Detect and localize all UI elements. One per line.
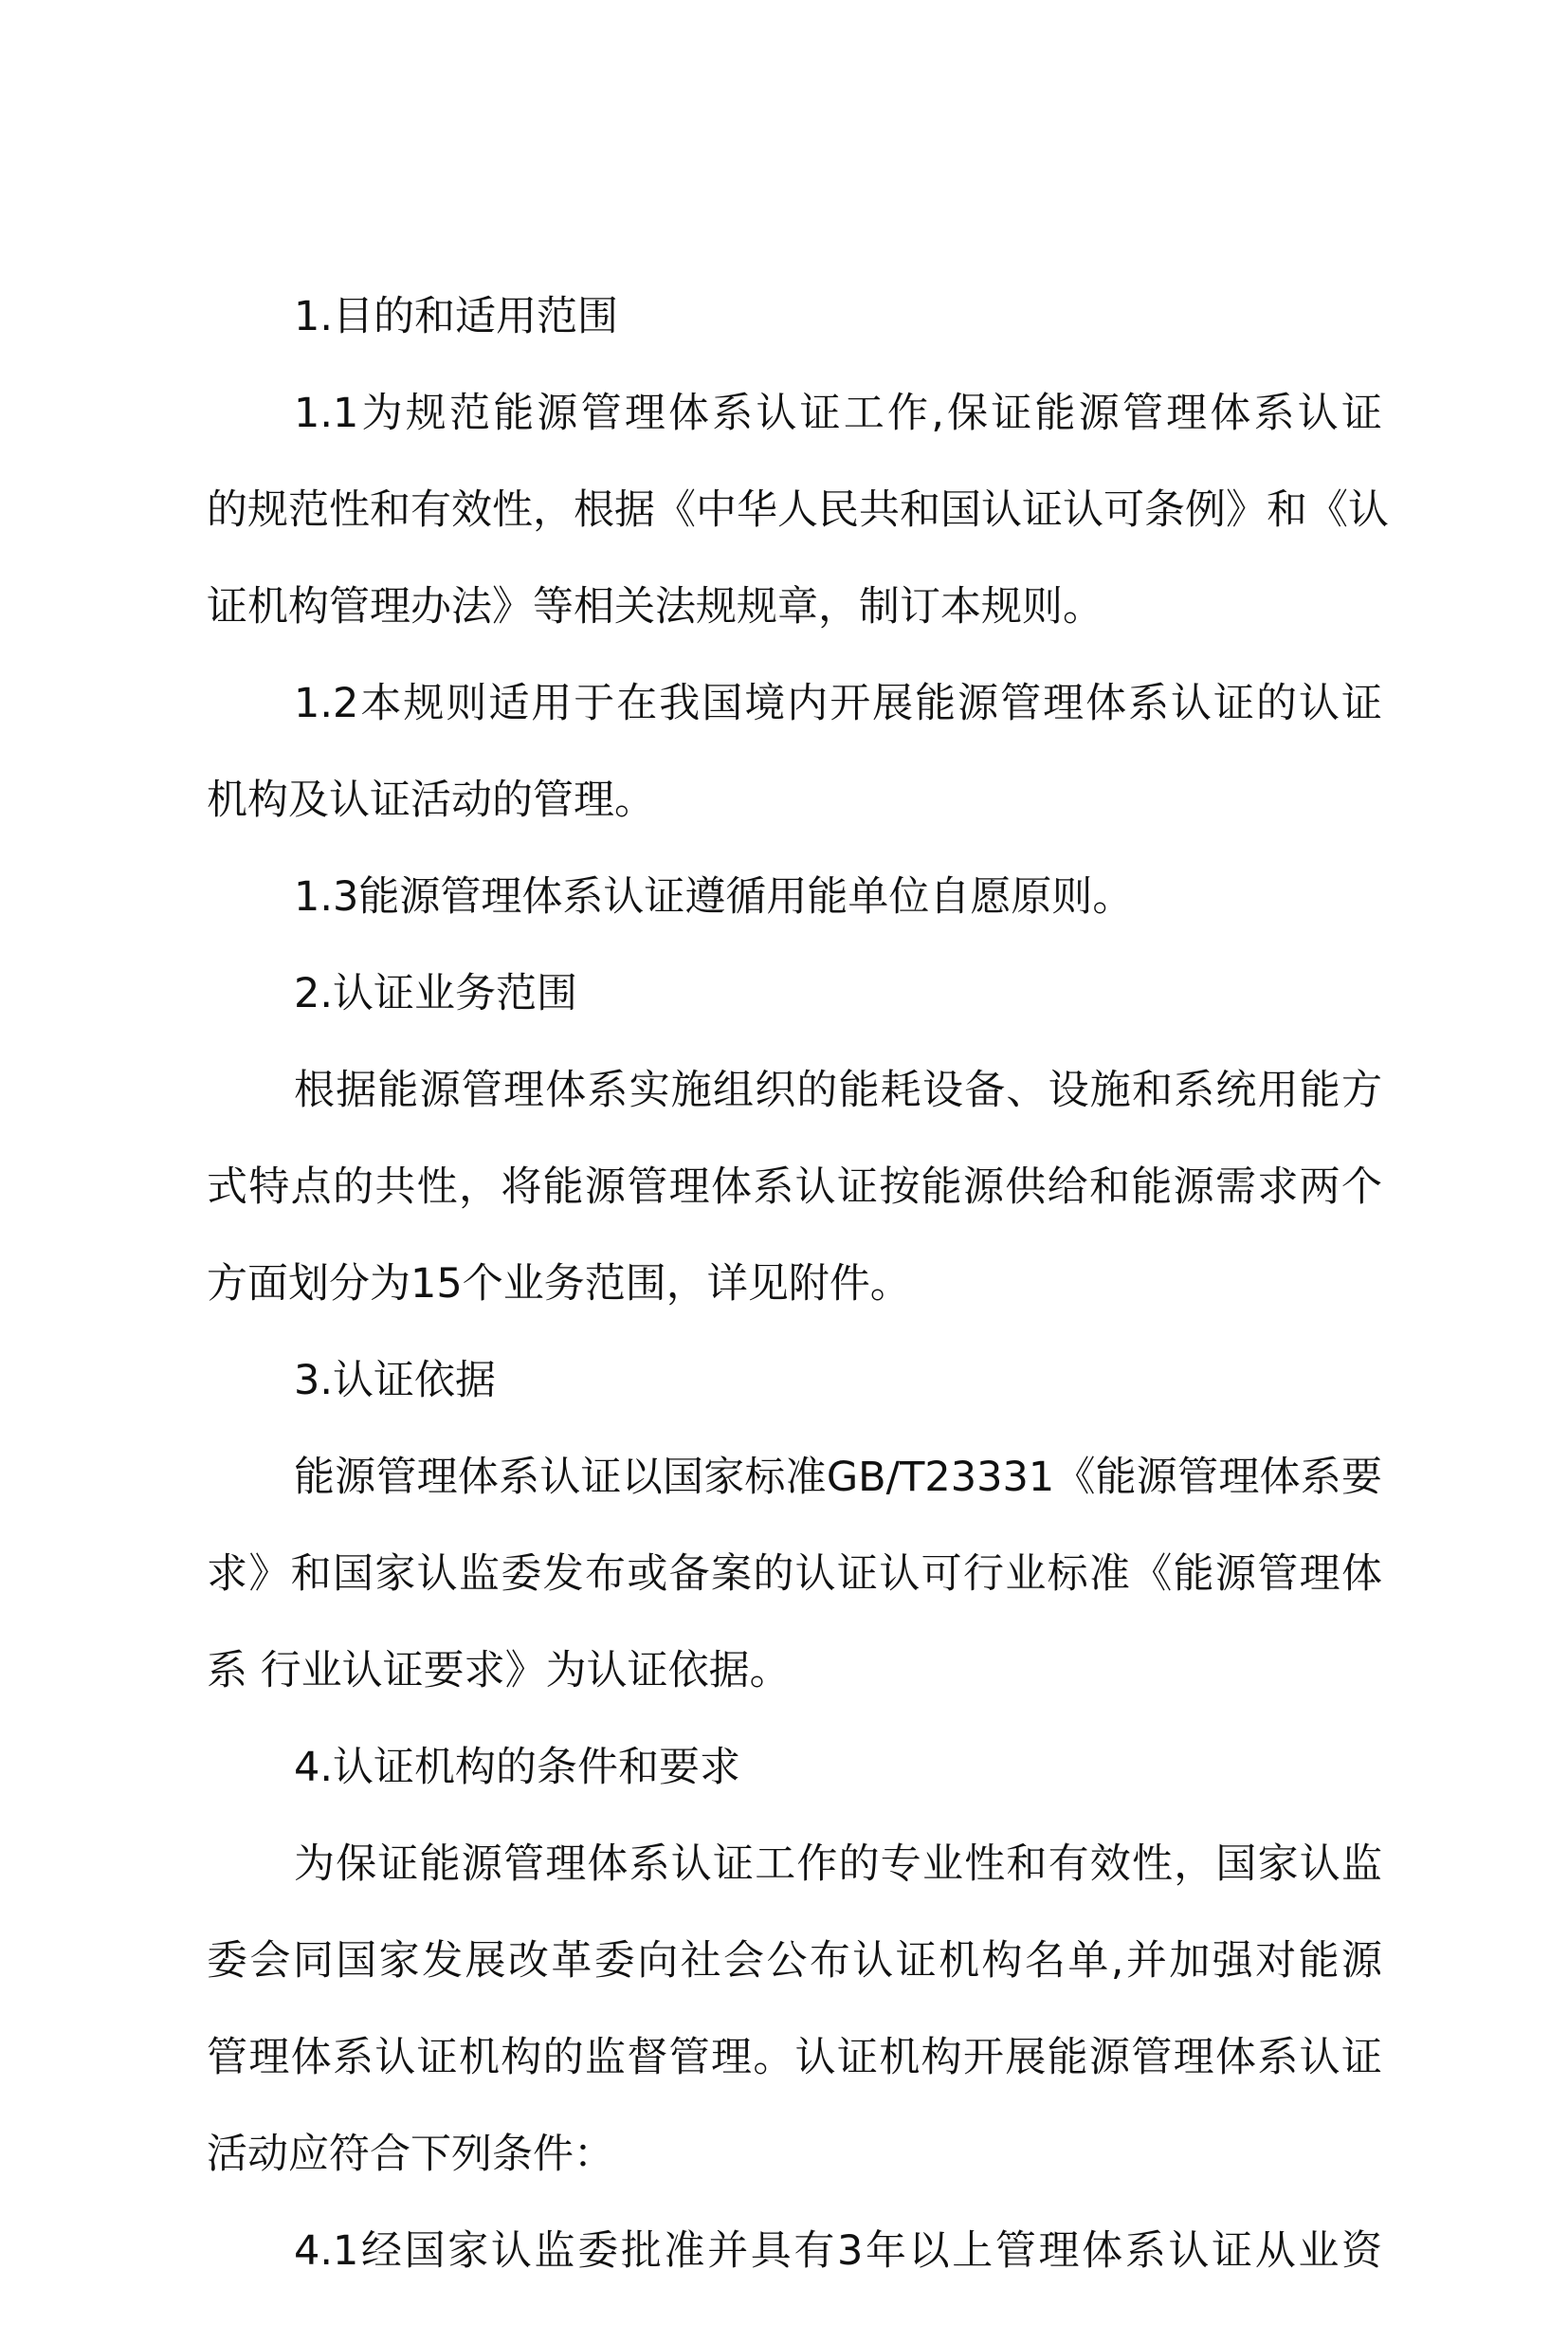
paragraph-line: 求》和国家认监委发布或备案的认证认可行业标准《能源管理体 [207, 1550, 1382, 1598]
paragraph-line: 委会同国家发展改革委向社会公布认证机构名单,并加强对能源 [207, 1937, 1382, 1985]
paragraph-line: 系 行业认证要求》为认证依据。 [207, 1647, 791, 1694]
paragraph-line: 为保证能源管理体系认证工作的专业性和有效性，国家认监 [294, 1840, 1382, 1888]
paragraph-line: 证机构管理办法》等相关法规规章，制订本规则。 [207, 583, 1103, 631]
section-heading-2: 2.认证业务范围 [294, 970, 578, 1017]
paragraph-line: 式特点的共性，将能源管理体系认证按能源供给和能源需求两个 [207, 1163, 1382, 1211]
paragraph-line: 的规范性和有效性，根据《中华人民共和国认证认可条例》和《认 [207, 486, 1389, 534]
paragraph-line: 管理体系认证机构的监督管理。认证机构开展能源管理体系认证 [207, 2034, 1382, 2081]
paragraph-line: 能源管理体系认证以国家标准GB/T23331《能源管理体系要 [294, 1454, 1382, 1501]
paragraph-line: 方面划分为15个业务范围，详见附件。 [207, 1260, 911, 1308]
paragraph-line: 活动应符合下列条件： [207, 2131, 614, 2178]
paragraph-line: 机构及认证活动的管理。 [207, 777, 655, 824]
section-heading-4: 4.认证机构的条件和要求 [294, 1744, 741, 1791]
paragraph-line: 1.3能源管理体系认证遵循用能单位自愿原则。 [294, 873, 1134, 921]
paragraph-line: 1.2本规则适用于在我国境内开展能源管理体系认证的认证 [294, 680, 1382, 727]
document-body [207, 293, 1389, 2325]
paragraph-line: 4.1经国家认监委批准并具有3年以上管理体系认证从业资 [294, 2227, 1382, 2275]
section-heading-3: 3.认证依据 [294, 1357, 497, 1404]
section-heading-1: 1.目的和适用范围 [294, 293, 619, 340]
paragraph-line: 根据能源管理体系实施组织的能耗设备、设施和系统用能方 [294, 1067, 1382, 1114]
paragraph-line: 1.1为规范能源管理体系认证工作,保证能源管理体系认证 [294, 390, 1382, 437]
